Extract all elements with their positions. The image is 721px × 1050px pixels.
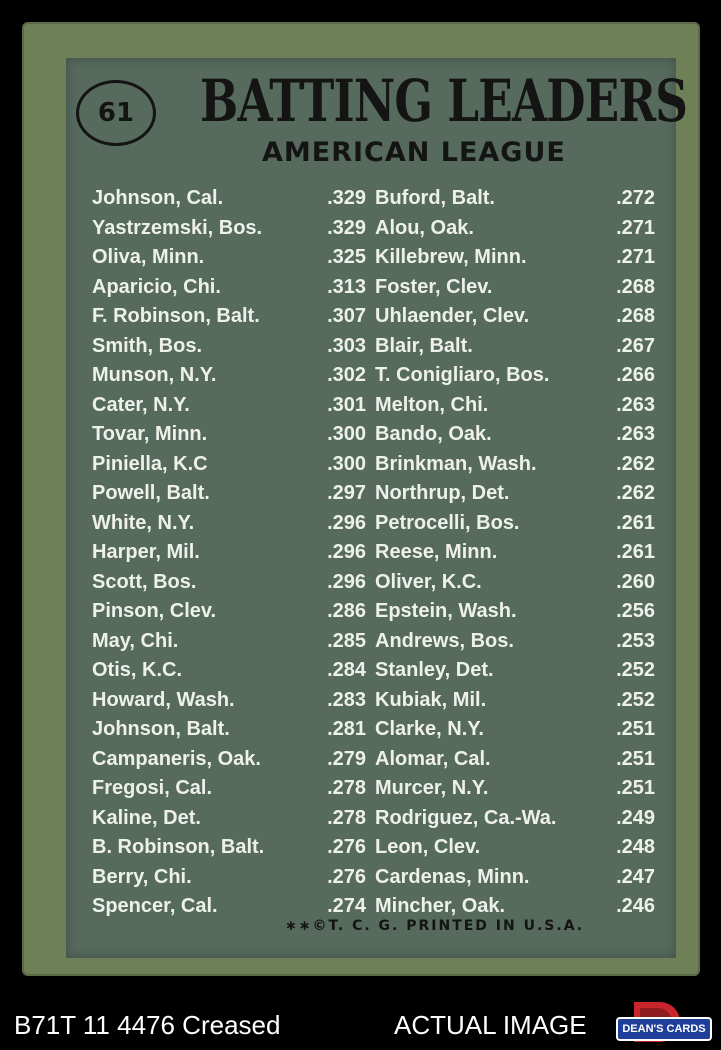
- player-name: Johnson, Cal.: [92, 187, 224, 209]
- leader-row: [92, 243, 372, 273]
- player-name: Piniella, K.C: [92, 452, 208, 475]
- leader-row: [92, 804, 372, 834]
- player-name: Aparicio, Chi.: [92, 275, 221, 298]
- player-name: Brinkman, Wash.: [375, 452, 537, 475]
- batting-average: .267: [616, 334, 655, 357]
- batting-average: .284: [327, 659, 366, 681]
- player-name: F. Robinson, Balt.: [92, 305, 260, 327]
- leader-row: [92, 361, 372, 391]
- leader-row: [92, 715, 372, 745]
- player-name: Andrews, Bos.: [375, 629, 514, 652]
- batting-average: .251: [616, 747, 655, 770]
- player-name: Howard, Wash.: [92, 688, 235, 711]
- batting-average: .262: [616, 452, 655, 475]
- batting-average: .285: [327, 629, 366, 652]
- batting-average: .274: [327, 895, 366, 917]
- player-name: Mincher, Oak.: [375, 895, 506, 917]
- batting-average: .246: [616, 895, 655, 917]
- player-name: Alou, Oak.: [375, 216, 474, 239]
- player-name: Clarke, N.Y.: [375, 718, 484, 740]
- player-name: Cater, N.Y.: [92, 393, 190, 416]
- player-name: Smith, Bos.: [92, 334, 203, 357]
- player-name: Munson, N.Y.: [92, 364, 217, 386]
- batting-average: .283: [327, 688, 366, 711]
- leader-row: [375, 184, 655, 214]
- batting-average: .302: [327, 364, 366, 386]
- leader-row: [375, 627, 655, 657]
- batting-average: .268: [616, 275, 655, 298]
- leader-row: [375, 568, 655, 598]
- leader-row: [92, 863, 372, 893]
- logo-label: DEAN'S CARDS: [616, 1017, 712, 1041]
- player-name: Pinson, Clev.: [92, 600, 217, 622]
- leader-row: [92, 214, 372, 244]
- batting-average: .301: [327, 393, 366, 416]
- player-name: Bando, Oak.: [375, 423, 492, 445]
- batting-average: .296: [327, 541, 366, 563]
- card-number-badge: [76, 80, 156, 146]
- player-name: Yastrzemski, Bos.: [92, 216, 263, 239]
- player-name: Buford, Balt.: [375, 187, 495, 209]
- batting-average: .271: [616, 216, 655, 239]
- leader-row: [375, 774, 655, 804]
- batting-average: .261: [616, 541, 655, 563]
- batting-average: .278: [327, 777, 366, 799]
- leader-row: [375, 833, 655, 863]
- copyright-note: ∗∗©T. C. G. PRINTED IN U.S.A.: [285, 918, 585, 934]
- batting-average: .303: [327, 334, 366, 357]
- player-name: Reese, Minn.: [375, 541, 498, 563]
- leader-row: [92, 568, 372, 598]
- leader-row: [92, 509, 372, 539]
- batting-average: .261: [616, 511, 655, 534]
- leader-row: [375, 361, 655, 391]
- left-leaders-column: [92, 184, 372, 922]
- batting-average: .263: [616, 393, 655, 416]
- player-name: Northrup, Det.: [375, 482, 510, 504]
- leader-row: [92, 391, 372, 421]
- batting-average: .248: [616, 836, 655, 858]
- player-name: Powell, Balt.: [92, 482, 210, 504]
- batting-average: .307: [327, 305, 366, 327]
- player-name: Alomar, Cal.: [375, 747, 491, 770]
- leader-row: [375, 509, 655, 539]
- leader-row: [92, 332, 372, 362]
- leader-row: [92, 656, 372, 686]
- batting-average: .296: [327, 570, 366, 593]
- leader-row: [92, 479, 372, 509]
- card-number: 61: [97, 98, 135, 128]
- player-name: Harper, Mil.: [92, 541, 200, 563]
- player-name: Oliva, Minn.: [92, 246, 205, 268]
- leader-row: [92, 302, 372, 332]
- batting-average: .252: [616, 659, 655, 681]
- batting-average: .262: [616, 482, 655, 504]
- batting-average: .329: [327, 187, 366, 209]
- player-name: Uhlaender, Clev.: [375, 305, 530, 327]
- batting-average: .276: [327, 865, 366, 888]
- player-name: Killebrew, Minn.: [375, 246, 527, 268]
- batting-average: .247: [616, 865, 655, 888]
- leader-row: [92, 184, 372, 214]
- leader-row: [375, 420, 655, 450]
- leader-row: [375, 479, 655, 509]
- player-name: Rodriguez, Ca.-Wa.: [375, 806, 557, 829]
- leader-row: [92, 273, 372, 303]
- leader-row: [375, 715, 655, 745]
- leader-row: [92, 774, 372, 804]
- batting-average: .251: [616, 718, 655, 740]
- batting-average: .286: [327, 600, 366, 622]
- leader-row: [375, 863, 655, 893]
- batting-average: .252: [616, 688, 655, 711]
- batting-average: .256: [616, 600, 655, 622]
- leader-row: [92, 420, 372, 450]
- player-name: T. Conigliaro, Bos.: [375, 364, 550, 386]
- leader-row: [375, 597, 655, 627]
- leader-row: [92, 597, 372, 627]
- player-name: B. Robinson, Balt.: [92, 836, 265, 858]
- leader-row: [375, 273, 655, 303]
- player-name: Johnson, Balt.: [92, 718, 230, 740]
- right-leaders-column: [375, 184, 655, 922]
- leader-row: [375, 538, 655, 568]
- batting-average: .266: [616, 364, 655, 386]
- player-name: Stanley, Det.: [375, 659, 494, 681]
- batting-average: .296: [327, 511, 366, 534]
- player-name: Campaneris, Oak.: [92, 747, 261, 770]
- player-name: Petrocelli, Bos.: [375, 511, 520, 534]
- batting-average: .272: [616, 187, 655, 209]
- leader-row: [375, 686, 655, 716]
- batting-average: .279: [327, 747, 366, 770]
- card-title: BATTING LEADERS: [200, 67, 688, 135]
- leader-row: [92, 686, 372, 716]
- batting-average: .268: [616, 305, 655, 327]
- leader-row: [375, 302, 655, 332]
- player-name: Fregosi, Cal.: [92, 777, 213, 799]
- leader-row: [92, 833, 372, 863]
- player-name: Oliver, K.C.: [375, 570, 482, 593]
- player-name: Tovar, Minn.: [92, 423, 208, 445]
- player-name: Blair, Balt.: [375, 334, 473, 357]
- player-name: Leon, Clev.: [375, 836, 481, 858]
- player-name: Spencer, Cal.: [92, 895, 218, 917]
- player-name: Otis, K.C.: [92, 659, 183, 681]
- player-name: Melton, Chi.: [375, 393, 489, 416]
- leader-row: [375, 391, 655, 421]
- actual-image-caption: ACTUAL IMAGE: [394, 1010, 587, 1040]
- leader-row: [375, 656, 655, 686]
- leader-row: [375, 332, 655, 362]
- leader-row: [375, 804, 655, 834]
- player-name: Scott, Bos.: [92, 570, 197, 593]
- player-name: Kubiak, Mil.: [375, 688, 487, 711]
- leader-row: [375, 214, 655, 244]
- leader-row: [375, 450, 655, 480]
- batting-average: .253: [616, 629, 655, 652]
- batting-average: .281: [327, 718, 366, 740]
- player-name: Murcer, N.Y.: [375, 777, 489, 799]
- player-name: Cardenas, Minn.: [375, 865, 530, 888]
- batting-average: .329: [327, 216, 366, 239]
- batting-average: .325: [327, 246, 366, 268]
- item-caption: B71T 11 4476 Creased: [14, 1010, 281, 1040]
- player-name: Foster, Clev.: [375, 275, 493, 298]
- leader-row: [375, 745, 655, 775]
- batting-average: .263: [616, 423, 655, 445]
- batting-average: .297: [327, 482, 366, 504]
- batting-average: .249: [616, 806, 655, 829]
- batting-average: .271: [616, 246, 655, 268]
- batting-average: .276: [327, 836, 366, 858]
- player-name: Berry, Chi.: [92, 865, 192, 888]
- leader-row: [92, 450, 372, 480]
- leader-row: [375, 243, 655, 273]
- leader-row: [92, 627, 372, 657]
- player-name: White, N.Y.: [92, 511, 195, 534]
- batting-average: .300: [327, 423, 366, 445]
- player-name: Epstein, Wash.: [375, 600, 517, 622]
- batting-average: .300: [327, 452, 366, 475]
- card-subtitle: AMERICAN LEAGUE: [262, 137, 566, 168]
- player-name: May, Chi.: [92, 629, 179, 652]
- batting-average: .260: [616, 570, 655, 593]
- batting-average: .313: [327, 275, 366, 298]
- player-name: Kaline, Det.: [92, 806, 201, 829]
- batting-average: .278: [327, 806, 366, 829]
- leader-row: [92, 745, 372, 775]
- leader-row: [92, 538, 372, 568]
- batting-average: .251: [616, 777, 655, 799]
